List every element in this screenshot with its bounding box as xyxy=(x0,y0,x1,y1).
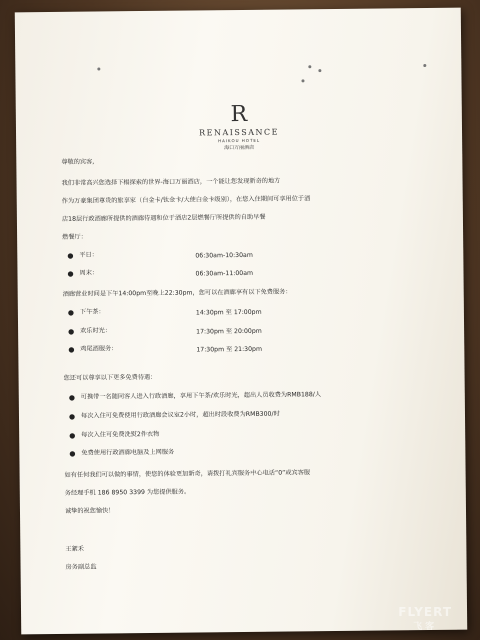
bullet-icon: ● xyxy=(67,308,75,317)
bullet-icon: ● xyxy=(68,412,76,421)
logo-chinese-name: 海口万丽酒店 xyxy=(224,144,255,152)
breakfast-label: 平日： xyxy=(79,251,98,259)
bullet-icon: ● xyxy=(67,251,74,260)
greeting: 尊敬的宾客, xyxy=(61,158,95,166)
punch-hole xyxy=(318,69,321,72)
punch-hole xyxy=(423,64,426,67)
lounge-service-label: 鸡尾酒服务： xyxy=(80,345,118,353)
bullet-icon: ● xyxy=(69,431,76,440)
watermark-main: FLYERT xyxy=(398,605,452,619)
lounge-service-time: 14:30pm 至 17:00pm xyxy=(195,308,262,317)
breakfast-label: 周末： xyxy=(79,269,99,277)
benefit-item: 每次入住可免费使用行政酒廊会议室2小时，超出时段收费为RMB300/时 xyxy=(80,410,280,420)
benefits-intro: 您还可以尊享以下更多免费待遇： xyxy=(63,373,157,382)
closing-line: 如有任何我们可以做的事情，使您的体验更加新奇，请拨打礼宾服务中心电话“0”或宾客服 xyxy=(64,469,311,479)
punch-hole xyxy=(97,67,100,70)
breakfast-time: 06:30am-10:30am xyxy=(195,251,253,260)
lounge-service-label: 欢乐时光： xyxy=(80,327,112,335)
logo-mark: R xyxy=(230,101,248,128)
logo-name: RENAISSANCE xyxy=(199,127,279,138)
lounge-intro: 酒廊营业时间是下午14:00pm至晚上22:30pm，您可以在酒廊享有以下免费服务： xyxy=(62,288,292,298)
lounge-service-label: 下午茶： xyxy=(79,308,105,316)
letter-page xyxy=(15,8,467,635)
lounge-service-time: 17:30pm 至 21:30pm xyxy=(196,345,263,354)
bullet-icon: ● xyxy=(68,345,75,354)
punch-hole xyxy=(301,79,304,82)
breakfast-time: 06:30am-11:00am xyxy=(195,269,254,278)
benefit-item: 每次入住可免费洗熨2件衣物 xyxy=(81,430,160,439)
hotel-logo xyxy=(16,102,462,154)
watermark-sub: 飞客 xyxy=(413,622,438,632)
bullet-icon: ● xyxy=(67,269,74,278)
intro-line: 店18层行政酒廊所提供的酒廊待遇和位于酒店2层燃餐厅所提供的自助早餐 xyxy=(61,213,266,223)
site-watermark xyxy=(398,605,452,632)
benefit-item: 可携带一名随同客人进入行政酒廊，享用下午茶/欢乐时光，超出人员收费为RMB188/人 xyxy=(80,391,322,401)
logo-subtitle: HAIKOU HOTEL xyxy=(218,137,261,144)
closing-line: 务经理手机 186 8950 3399 为您提供服务。 xyxy=(64,488,191,497)
intro-line: 燃餐厅： xyxy=(62,233,87,241)
signer-name: 王絮禾 xyxy=(65,545,84,553)
intro-line: 作为万豪集团尊贵的旅享家（白金卡/钛金卡/大使白金卡级别），在您入住期间可享用位于酒 xyxy=(61,195,311,205)
intro-line: 我们非常高兴您选择下榻探索的世界-海口万丽酒店，一个能让您发现新奇的地方 xyxy=(61,177,281,187)
bullet-icon: ● xyxy=(69,449,76,458)
closing-line: 诚挚的祝您愉快！ xyxy=(64,507,115,515)
lounge-service-time: 17:30pm 至 20:00pm xyxy=(196,327,262,336)
signer-title: 房务副总监 xyxy=(65,563,97,571)
benefit-item: 免费使用行政酒廊电脑及上网服务 xyxy=(81,448,175,457)
bullet-icon: ● xyxy=(68,327,75,336)
punch-hole xyxy=(308,65,311,68)
bullet-icon: ● xyxy=(68,393,75,402)
